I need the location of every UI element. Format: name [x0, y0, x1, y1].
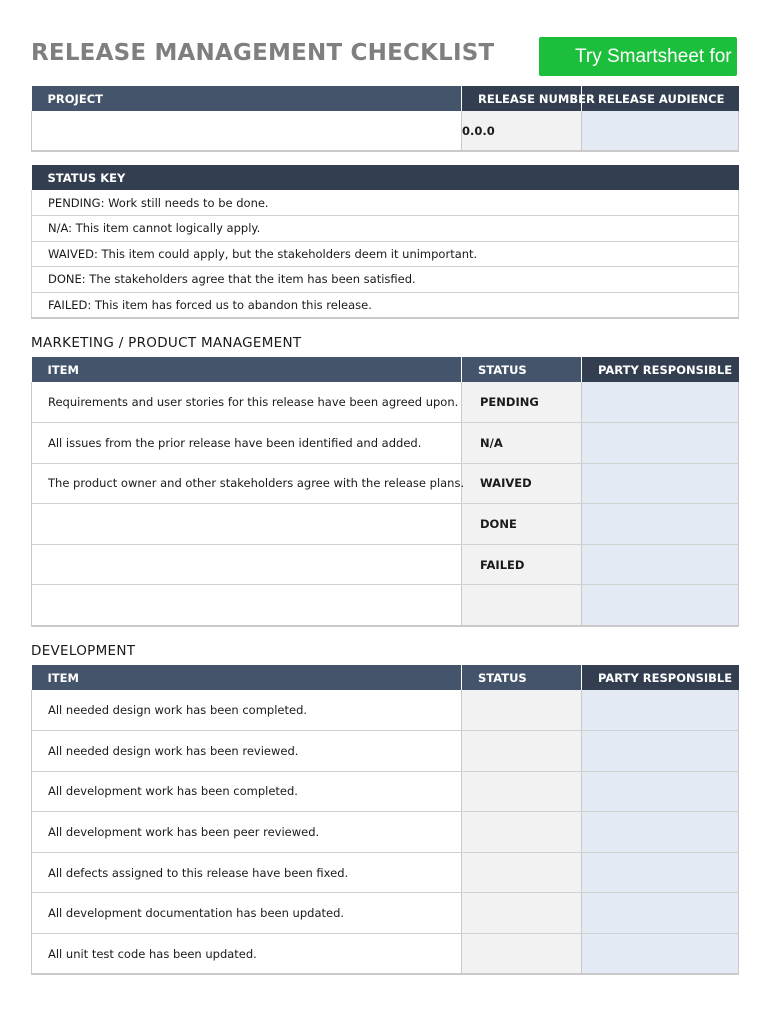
party-cell[interactable] — [582, 544, 739, 585]
status-cell[interactable]: WAIVED — [462, 463, 582, 504]
item-cell[interactable] — [32, 544, 462, 585]
status-key-entry — [32, 241, 739, 267]
item-cell[interactable]: All development work has been peer reviewed. — [32, 812, 462, 853]
item-cell[interactable] — [32, 585, 462, 626]
party-cell[interactable] — [582, 504, 739, 545]
release-number-header: RELEASE NUMBER — [462, 86, 582, 111]
status-key-entry — [32, 216, 739, 242]
status-key-pending: PENDING: Work still needs to be done. — [32, 190, 739, 216]
table-row — [32, 544, 739, 585]
item-header: ITEM — [32, 357, 462, 382]
status-cell[interactable] — [462, 893, 582, 934]
status-key-na: N/A: This item cannot logically apply. — [32, 216, 739, 242]
table-row — [32, 934, 739, 975]
status-cell[interactable] — [462, 852, 582, 893]
status-cell[interactable] — [462, 771, 582, 812]
status-cell[interactable] — [462, 934, 582, 975]
table-row — [32, 731, 739, 772]
party-cell[interactable] — [582, 690, 739, 731]
item-cell[interactable]: All needed design work has been reviewed. — [32, 731, 462, 772]
release-audience-header: RELEASE AUDIENCE — [582, 86, 739, 111]
status-key-done: DONE: The stakeholders agree that the item has been satisfied. — [32, 267, 739, 293]
item-cell[interactable]: The product owner and other stakeholders agree with the release plans. — [32, 463, 462, 504]
status-header: STATUS — [462, 357, 582, 382]
party-cell[interactable] — [582, 893, 739, 934]
status-key-header-row — [32, 165, 739, 190]
status-key-table — [31, 165, 739, 319]
table-row — [32, 382, 739, 423]
release-audience-cell[interactable] — [582, 111, 739, 151]
table-row — [32, 423, 739, 464]
table-row — [32, 463, 739, 504]
item-cell[interactable]: All unit test code has been updated. — [32, 934, 462, 975]
try-smartsheet-button[interactable]: Try Smartsheet for — [539, 37, 737, 76]
item-cell[interactable]: All development documentation has been updated. — [32, 893, 462, 934]
item-cell[interactable]: Requirements and user stories for this release have been agreed upon. — [32, 382, 462, 423]
status-cell[interactable]: FAILED — [462, 544, 582, 585]
page-title: RELEASE MANAGEMENT CHECKLIST — [31, 40, 495, 66]
party-responsible-header: PARTY RESPONSIBLE — [582, 665, 739, 690]
item-cell[interactable]: All development work has been completed. — [32, 771, 462, 812]
table-row — [32, 812, 739, 853]
project-header-row — [32, 86, 739, 111]
party-cell[interactable] — [582, 585, 739, 626]
party-cell[interactable] — [582, 812, 739, 853]
status-key-failed: FAILED: This item has forced us to abandon this release. — [32, 292, 739, 318]
marketing-table — [31, 357, 739, 627]
item-header: ITEM — [32, 665, 462, 690]
table-row — [32, 852, 739, 893]
development-header-row — [32, 665, 739, 690]
project-cell[interactable] — [32, 111, 462, 151]
party-cell[interactable] — [582, 771, 739, 812]
party-cell[interactable] — [582, 423, 739, 464]
item-cell[interactable]: All needed design work has been completed. — [32, 690, 462, 731]
development-section-title: DEVELOPMENT — [31, 643, 136, 659]
item-cell[interactable]: All defects assigned to this release have been fixed. — [32, 852, 462, 893]
project-header: PROJECT — [32, 86, 462, 111]
marketing-header-row — [32, 357, 739, 382]
status-key-entry — [32, 267, 739, 293]
marketing-section-title: MARKETING / PRODUCT MANAGEMENT — [31, 335, 302, 351]
table-row — [32, 585, 739, 626]
party-cell[interactable] — [582, 934, 739, 975]
status-cell[interactable] — [462, 585, 582, 626]
party-responsible-header: PARTY RESPONSIBLE — [582, 357, 739, 382]
table-row — [32, 504, 739, 545]
status-cell[interactable] — [462, 731, 582, 772]
status-cell[interactable]: N/A — [462, 423, 582, 464]
item-cell[interactable] — [32, 504, 462, 545]
party-cell[interactable] — [582, 382, 739, 423]
party-cell[interactable] — [582, 463, 739, 504]
status-key-entry — [32, 190, 739, 216]
status-key-waived: WAIVED: This item could apply, but the stakeholders deem it unimportant. — [32, 241, 739, 267]
item-cell[interactable]: All issues from the prior release have been identified and added. — [32, 423, 462, 464]
status-key-header: STATUS KEY — [32, 165, 739, 190]
status-cell[interactable] — [462, 690, 582, 731]
project-table — [31, 86, 739, 152]
status-header: STATUS — [462, 665, 582, 690]
status-cell[interactable]: PENDING — [462, 382, 582, 423]
party-cell[interactable] — [582, 731, 739, 772]
release-number-cell[interactable]: 0.0.0 — [462, 111, 582, 151]
table-row — [32, 893, 739, 934]
table-row — [32, 690, 739, 731]
development-table — [31, 665, 739, 975]
status-key-entry — [32, 292, 739, 318]
table-row — [32, 771, 739, 812]
status-cell[interactable]: DONE — [462, 504, 582, 545]
project-row — [32, 111, 739, 151]
status-cell[interactable] — [462, 812, 582, 853]
party-cell[interactable] — [582, 852, 739, 893]
